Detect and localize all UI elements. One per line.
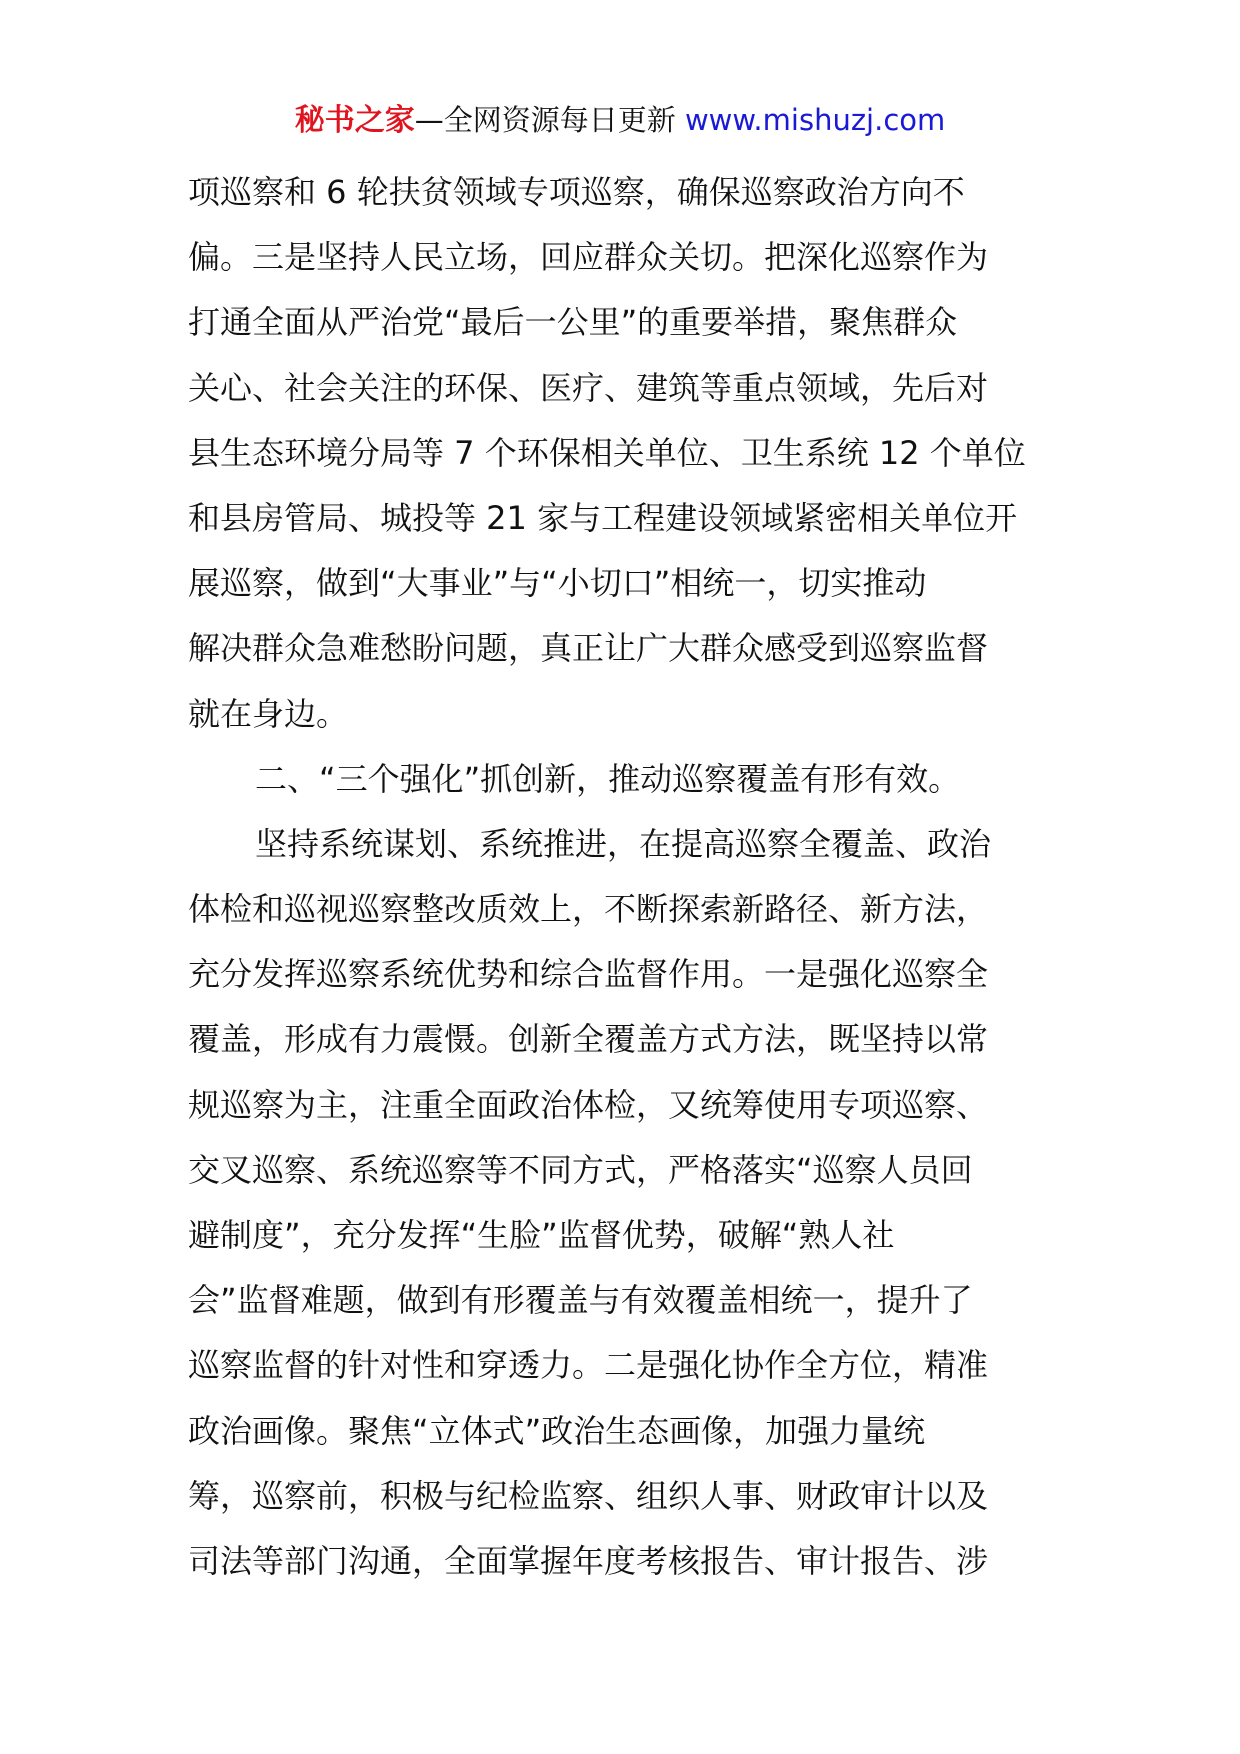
text-line: 体检和巡视巡察整改质效上，不断探索新路径、新方法， bbox=[188, 890, 989, 929]
text-line: 偏。三是坚持人民立场，回应群众关切。把深化巡察作为 bbox=[188, 238, 989, 277]
text-line: 筹，巡察前，积极与纪检监察、组织人事、财政审计以及 bbox=[188, 1476, 989, 1515]
header-brand: 秘书之家 bbox=[294, 103, 415, 138]
text-line: 政治画像。聚焦“立体式”政治生态画像，加强力量统 bbox=[188, 1411, 926, 1450]
document-body bbox=[188, 160, 1058, 1594]
page-header bbox=[0, 100, 1240, 141]
text-line: 和县房管局、城投等 21 家与工程建设领域紧密相关单位开 bbox=[188, 498, 1018, 537]
text-line: 坚持系统谋划、系统推进，在提高巡察全覆盖、政治 bbox=[255, 824, 992, 863]
text-line: 关心、社会关注的环保、医疗、建筑等重点领域，先后对 bbox=[188, 368, 989, 407]
text-line: 项巡察和 6 轮扶贫领域专项巡察，确保巡察政治方向不 bbox=[188, 173, 965, 211]
text-line: 就在身边。 bbox=[188, 694, 349, 733]
header-tagline: —全网资源每日更新 bbox=[414, 103, 685, 137]
text-line: 规巡察为主，注重全面政治体检，又统筹使用专项巡察、 bbox=[188, 1085, 989, 1124]
text-line: 县生态环境分局等 7 个环保相关单位、卫生系统 12 个单位 bbox=[188, 433, 1026, 472]
header-url[interactable]: www.mishuzj.com bbox=[684, 103, 946, 137]
text-line: 覆盖，形成有力震慑。创新全覆盖方式方法，既坚持以常 bbox=[188, 1020, 989, 1059]
section-heading: 二、“三个强化”抓创新，推动巡察覆盖有形有效。 bbox=[255, 759, 961, 798]
text-line: 展巡察，做到“大事业”与“小切口”相统一，切实推动 bbox=[188, 564, 927, 603]
text-line: 避制度”，充分发挥“生脸”监督优势，破解“熟人社 bbox=[188, 1216, 895, 1254]
text-line: 交叉巡察、系统巡察等不同方式，严格落实“巡察人员回 bbox=[188, 1150, 973, 1189]
text-line: 巡察监督的针对性和穿透力。二是强化协作全方位，精准 bbox=[188, 1346, 989, 1385]
text-line: 会”监督难题，做到有形覆盖与有效覆盖相统一，提升了 bbox=[188, 1281, 973, 1320]
text-line: 打通全面从严治党“最后一公里”的重要举措，聚焦群众 bbox=[188, 303, 958, 342]
text-line: 充分发挥巡察系统优势和综合监督作用。一是强化巡察全 bbox=[188, 955, 989, 994]
text-line: 解决群众急难愁盼问题，真正让广大群众感受到巡察监督 bbox=[188, 629, 989, 668]
text-line: 司法等部门沟通，全面掌握年度考核报告、审计报告、涉 bbox=[188, 1541, 989, 1580]
